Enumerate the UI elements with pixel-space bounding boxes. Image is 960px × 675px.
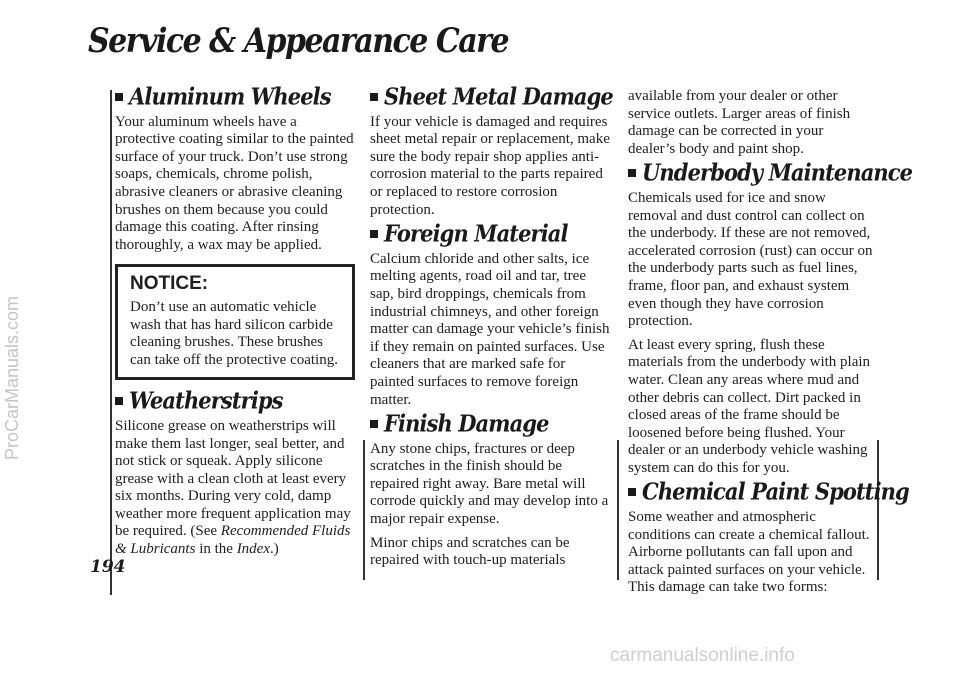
ref-fluids-lubricants: Recommended Fluids & Lubricants (115, 523, 351, 558)
square-bullet-icon (628, 488, 636, 496)
page-number: 194 (90, 557, 126, 577)
column-1 (115, 82, 355, 565)
column-divider-3 (877, 440, 879, 580)
side-watermark: ProCarManuals.com (2, 295, 22, 460)
sheet-metal-text: If your vehicle is damaged and requires sheet metal repair or replacement, make sure the body repair shop applies anti-corrosion material to the parts repaired or replaced to restore corrosion protection. (370, 113, 610, 218)
square-bullet-icon (115, 93, 123, 101)
foreign-material-text: Calcium chloride and other salts, ice melting agents, road oil and tar, tree sap, bird droppings, chemicals from industrial chimneys, and other foreign matter can damage your vehicle’s finish if they remain on painted surfaces. Use cleaners that are marked safe for painted surfaces to remove foreign matter. (370, 250, 610, 408)
underbody-text-1: Chemicals used for ice and snow removal and dust control can collect on the underbody. If these are not removed, accelerated corrosion (rust) can occur on the underbody parts such as fuel lines, frame, floor pan, and exhaust system even though they have corrosion protection. (628, 189, 873, 330)
finish-damage-text-2: Minor chips and scratches can be repaired with touch-up materials (370, 534, 570, 569)
notice-title: NOTICE: (130, 273, 209, 295)
ref-index: Index (236, 541, 270, 558)
square-bullet-icon (115, 397, 123, 405)
notice-box (115, 264, 355, 380)
heading-aluminum-wheels: Aluminum Wheels (115, 88, 355, 106)
finish-damage-text-1: Any stone chips, fractures or deep scratches in the finish should be repaired right away. Bare metal will corrode quickly and may develop into a major repair expense. (370, 440, 609, 528)
column-divider-2 (617, 440, 619, 580)
weatherstrips-text: Silicone grease on weatherstrips will make them last longer, seal better, and not stick or squeak. Apply silicone grease with a clean cloth at least every six months. During very cold, damp weather more frequent application may be required. (See Recommended Fluids & Lubricants in the Index.) (115, 417, 351, 558)
heading-finish-damage: Finish Damage (370, 415, 610, 433)
column-3 (628, 88, 913, 603)
page-title: Service & Appearance Care (88, 22, 509, 62)
aluminum-wheels-text: Your aluminum wheels have a protective coating similar to the painted surface of your truck. Don’t use strong soaps, chemicals, chrome polish, abrasive cleaners or abrasive cleaning brushes on them because you could damage this coating. After rinsing thoroughly, a wax may be applied. (115, 113, 354, 253)
column-divider-1 (363, 440, 365, 580)
heading-chemical-paint-spotting: Chemical Paint Spotting (628, 483, 873, 501)
heading-sheet-metal-damage: Sheet Metal Damage (370, 88, 610, 106)
heading-underbody-maintenance: Underbody Maintenance (628, 164, 873, 182)
column-2 (370, 82, 613, 576)
square-bullet-icon (370, 93, 378, 101)
margin-rule (110, 90, 112, 595)
heading-foreign-material: Foreign Material (370, 225, 610, 243)
heading-weatherstrips: Weatherstrips (115, 392, 355, 410)
notice-text: Don’t use an automatic vehicle wash that has hard silicon carbide cleaning brushes. These brushes can take off the protective coating. (130, 298, 338, 368)
underbody-text-2: At least every spring, flush these materials from the underbody with plain water. Clean any areas where mud and other debris can collect. Dirt packed in closed areas of the frame should be loosened before being flushed. Your dealer or an underbody vehicle washing system can do this for you. (628, 336, 871, 476)
finish-damage-continued-text: available from your dealer or other service outlets. Larger areas of finish damage can be corrected in your dealer’s body and paint shop. (628, 88, 851, 157)
square-bullet-icon (370, 420, 378, 428)
chemical-paint-text: Some weather and atmospheric conditions can create a chemical fallout. Airborne pollutants can fall upon and attack painted surfaces on your vehicle. This damage can take two forms: (628, 509, 870, 596)
square-bullet-icon (628, 169, 636, 177)
square-bullet-icon (370, 230, 378, 238)
bottom-watermark: carmanualsonline.info (610, 645, 795, 666)
